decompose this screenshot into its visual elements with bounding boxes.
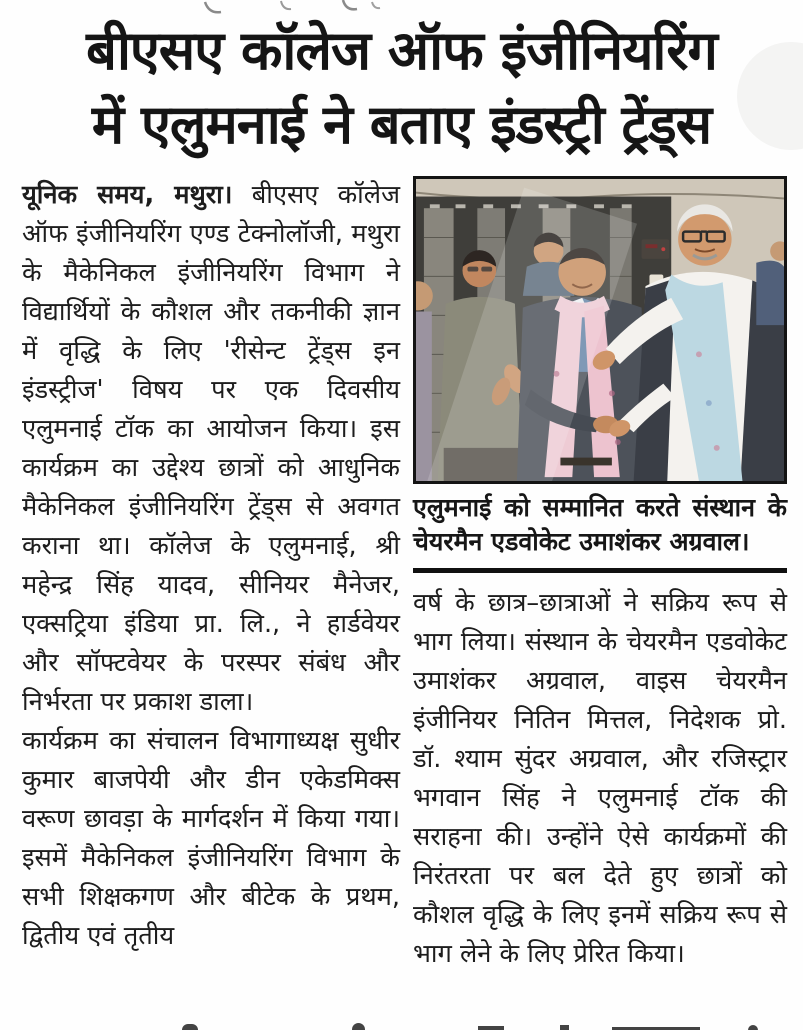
left-paragraph-1-text: बीएसए कॉलेज ऑफ इंजीनियरिंग एण्ड टेक्नोलॉजी, मथुरा के मैकेनिकल इंजीनियरिंग विभाग ने विद्यार्थियों के कौशल और तकनीकी ज्ञान में वृद्धि के लिए 'रीसेन्ट ट्रेंड्स इन इंडस्ट्रीज' विषय पर एक दिवसीय एलुमनाई टॉक का आयोजन किया। इस कार्यक्रम का उद्देश्य छात्रों को आधुनिक मैकेनिकल इंजीनियरिंग ट्रेंड्स से अवगत कराना था। कॉलेज के एलुमनाई, श्री महेन्द्र सिंह यादव, सीनियर मैनेजर, एक्सट्रिया इंडिया प्रा. लि., ने हार्डवेयर और सॉफ्टवेयर के परस्पर संबंध और निर्भरता पर प्रकाश डाला। xyxy=(22,179,400,717)
right-column xyxy=(413,176,787,974)
photo-illustration xyxy=(416,179,784,481)
left-paragraph-2: कार्यक्रम का संचालन विभागाध्यक्ष सुधीर कुमार बाजपेयी और डीन एकेडमिक्स वरूण छावड़ा के मार्गदर्शन में किया गया। इसमें मैकेनिकल इंजीनियरिंग विभाग के सभी शिक्षकगण और बीटेक के प्रथम, द्वितीय एवं तृतीय xyxy=(22,725,400,951)
right-paragraph-1: वर्ष के छात्र–छात्राओं ने सक्रिय रूप से भाग लिया। संस्थान के चेयरमैन एडवोकेट उमाशंकर अग्रवाल, वाइस चेयरमैन इंजीनियर नितिन मित्तल, निदेशक प्रो. डॉ. श्याम सुंदर अग्रवाल, और रजिस्ट्रार भगवान सिंह ने एलुमनाई टॉक की सराहना की। उन्होंने ऐसे कार्यक्रमों की निरंतरता पर बल देते हुए छात्रों को कौशल वृद्धि के लिए इनमें सक्रिय रूप से भाग लेने के लिए प्रेरित किया। xyxy=(413,587,787,969)
article-headline xyxy=(0,0,803,166)
photo-frame xyxy=(413,176,787,484)
article-columns xyxy=(0,166,803,974)
bottom-crop-marks xyxy=(0,1020,803,1030)
left-paragraph-1 xyxy=(22,176,400,722)
photo-caption: एलुमनाई को सम्मानित करते संस्थान के चेयरमैन एडवोकेट उमाशंकर अग्रवाल। xyxy=(413,492,787,556)
headline-line-1: बीएसए कॉलेज ऑफ इंजीनियरिंग xyxy=(86,19,717,82)
headline-line-2: में एलुमनाई ने बताए इंडस्ट्री ट्रेंड्स xyxy=(91,92,712,156)
section-divider xyxy=(413,568,787,573)
right-column-text xyxy=(413,584,787,974)
left-column xyxy=(22,176,400,956)
photo-figure xyxy=(413,176,787,559)
dateline: यूनिक समय, मथुरा। xyxy=(22,179,233,210)
